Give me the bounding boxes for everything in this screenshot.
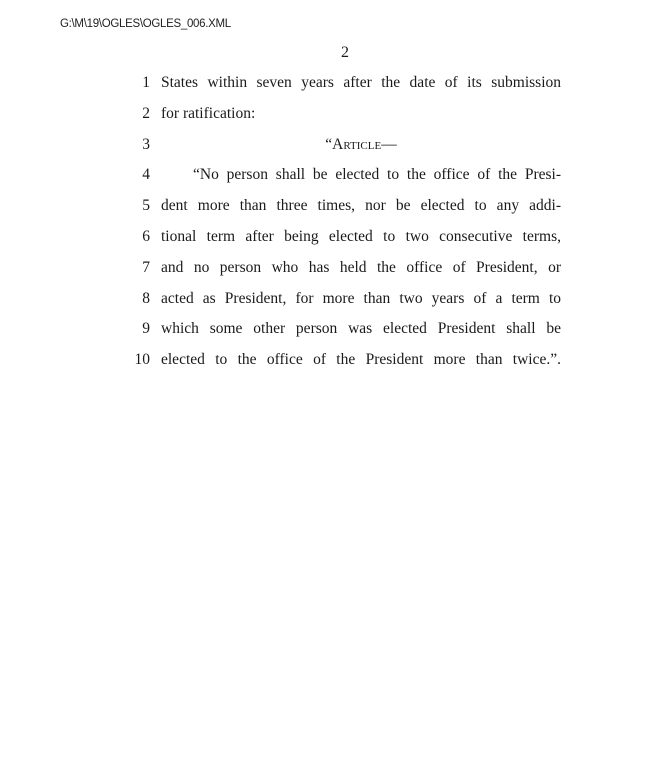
line-number: 7 bbox=[142, 259, 150, 276]
bill-line bbox=[0, 195, 671, 217]
line-text: and no person who has held the office of President, or bbox=[161, 259, 561, 276]
bill-line bbox=[0, 226, 671, 248]
bill-line bbox=[0, 318, 671, 340]
line-number: 8 bbox=[142, 290, 150, 307]
line-text: for ratification: bbox=[161, 105, 256, 122]
line-number: 3 bbox=[142, 136, 150, 153]
line-number: 4 bbox=[142, 166, 150, 183]
line-text: which some other person was elected President shall be bbox=[161, 320, 561, 337]
bill-line bbox=[0, 257, 671, 279]
line-number: 9 bbox=[142, 320, 150, 337]
file-path-header: G:\M\19\OGLES\OGLES_006.XML bbox=[60, 18, 231, 30]
line-text: “No person shall be elected to the office of the Presi- bbox=[193, 166, 561, 183]
line-number: 5 bbox=[142, 197, 150, 214]
line-number: 10 bbox=[134, 351, 150, 368]
bill-line bbox=[0, 288, 671, 310]
bill-line bbox=[0, 164, 671, 186]
bill-line bbox=[0, 72, 671, 94]
article-heading: “Article— bbox=[325, 136, 397, 153]
line-text: elected to the office of the President more than twice.”. bbox=[161, 351, 561, 368]
bill-line bbox=[0, 103, 671, 125]
bill-line bbox=[0, 349, 671, 371]
line-number: 1 bbox=[142, 74, 150, 91]
line-text: dent more than three times, nor be elected to any addi- bbox=[161, 197, 561, 214]
bill-line bbox=[0, 134, 671, 156]
line-text: acted as President, for more than two years of a term to bbox=[161, 290, 561, 307]
line-text: tional term after being elected to two consecutive terms, bbox=[161, 228, 561, 245]
page-number: 2 bbox=[341, 44, 349, 61]
line-number: 2 bbox=[142, 105, 150, 122]
line-number: 6 bbox=[142, 228, 150, 245]
line-text: States within seven years after the date of its submission bbox=[161, 74, 561, 91]
